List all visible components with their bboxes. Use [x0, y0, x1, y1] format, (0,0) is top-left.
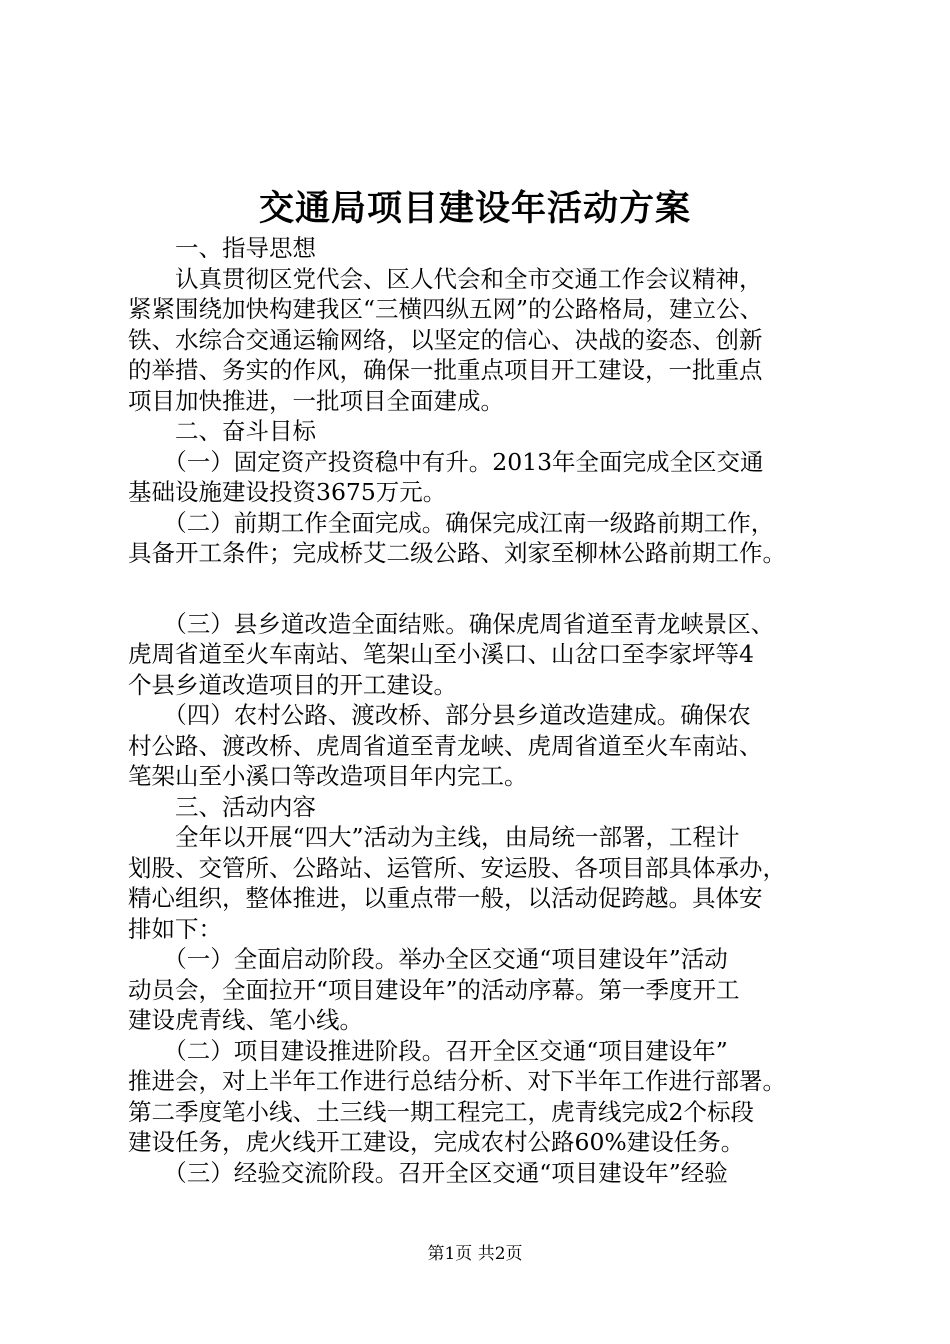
paragraph-line: （一）全面启动阶段。举办全区交通“项目建设年”活动 — [128, 945, 728, 973]
paragraph-line: 村公路、渡改桥、虎周省道至青龙峡、虎周省道至火车南站、 — [128, 731, 763, 760]
paragraph-line: 建设任务，虎火线开工建设，完成农村公路60%建设任务。 — [128, 1128, 745, 1156]
paragraph-line: 铁、水综合交通运输网络，以坚定的信心、决战的姿态、创新 — [128, 325, 763, 354]
paragraph-line: 笔架山至小溪口等改造项目年内完工。 — [128, 762, 528, 790]
paragraph-line: （四）农村公路、渡改桥、部分县乡道改造建成。确保农 — [128, 701, 751, 729]
paragraph-line: （二）项目建设推进阶段。召开全区交通“项目建设年” — [128, 1036, 728, 1065]
paragraph-line: （三）经验交流阶段。召开全区交通“项目建设年”经验 — [128, 1158, 728, 1187]
paragraph-line: 全年以开展“四大”活动为主线，由局统一部署，工程计 — [128, 823, 740, 851]
paragraph-line: 动员会，全面拉开“项目建设年”的活动序幕。第一季度开工 — [128, 975, 740, 1004]
paragraph-line: 推进会，对上半年工作进行总结分析、对下半年工作进行部署。 — [128, 1067, 786, 1095]
paragraph-line: （三）县乡道改造全面结账。确保虎周省道至青龙峡景区、 — [128, 609, 775, 638]
paragraph-line: 的举措、务实的作风，确保一批重点项目开工建设，一批重点 — [128, 356, 763, 384]
paragraph-line: 具备开工条件；完成桥艾二级公路、刘家至柳林公路前期工作。 — [128, 539, 786, 567]
paragraph-line: 建设虎青线、笔小线。 — [128, 1006, 363, 1034]
paragraph-line: 认真贯彻区党代会、区人代会和全市交通工作会议精神， — [128, 264, 763, 293]
paragraph-line: 划股、交管所、公路站、运管所、安运股、各项目部具体承办， — [128, 853, 786, 882]
paragraph-line: 三、活动内容 — [128, 792, 316, 821]
blank-line — [128, 569, 848, 609]
paragraph-line: 紧紧围绕加快构建我区“三横四纵五网”的公路格局，建立公、 — [128, 295, 764, 323]
document-body — [128, 233, 848, 1188]
paragraph-line: 基础设施建设投资3675万元。 — [128, 478, 447, 506]
paragraph-line: 一、指导思想 — [128, 234, 316, 262]
paragraph-line: 排如下： — [128, 914, 222, 943]
paragraph-line: （二）前期工作全面完成。确保完成江南一级路前期工作， — [128, 508, 775, 537]
document-title: 交通局项目建设年活动方案 — [258, 188, 691, 229]
paragraph-line: 项目加快推进，一批项目全面建成。 — [128, 386, 504, 415]
paragraph-line: 虎周省道至火车南站、笔架山至小溪口、山岔口至李家坪等4 — [128, 640, 754, 668]
paragraph-line: 二、奋斗目标 — [128, 417, 316, 445]
paragraph-line: 第二季度笔小线、土三线一期工程完工，虎青线完成2个标段 — [128, 1097, 754, 1126]
paragraph-line: 精心组织，整体推进，以重点带一般，以活动促跨越。具体安 — [128, 884, 763, 912]
paragraph-line: 个县乡道改造项目的开工建设。 — [128, 670, 457, 699]
page-footer: 第1页 共2页 — [427, 1244, 523, 1264]
paragraph-line: （一）固定资产投资稳中有升。2013年全面完成全区交通 — [128, 447, 764, 476]
